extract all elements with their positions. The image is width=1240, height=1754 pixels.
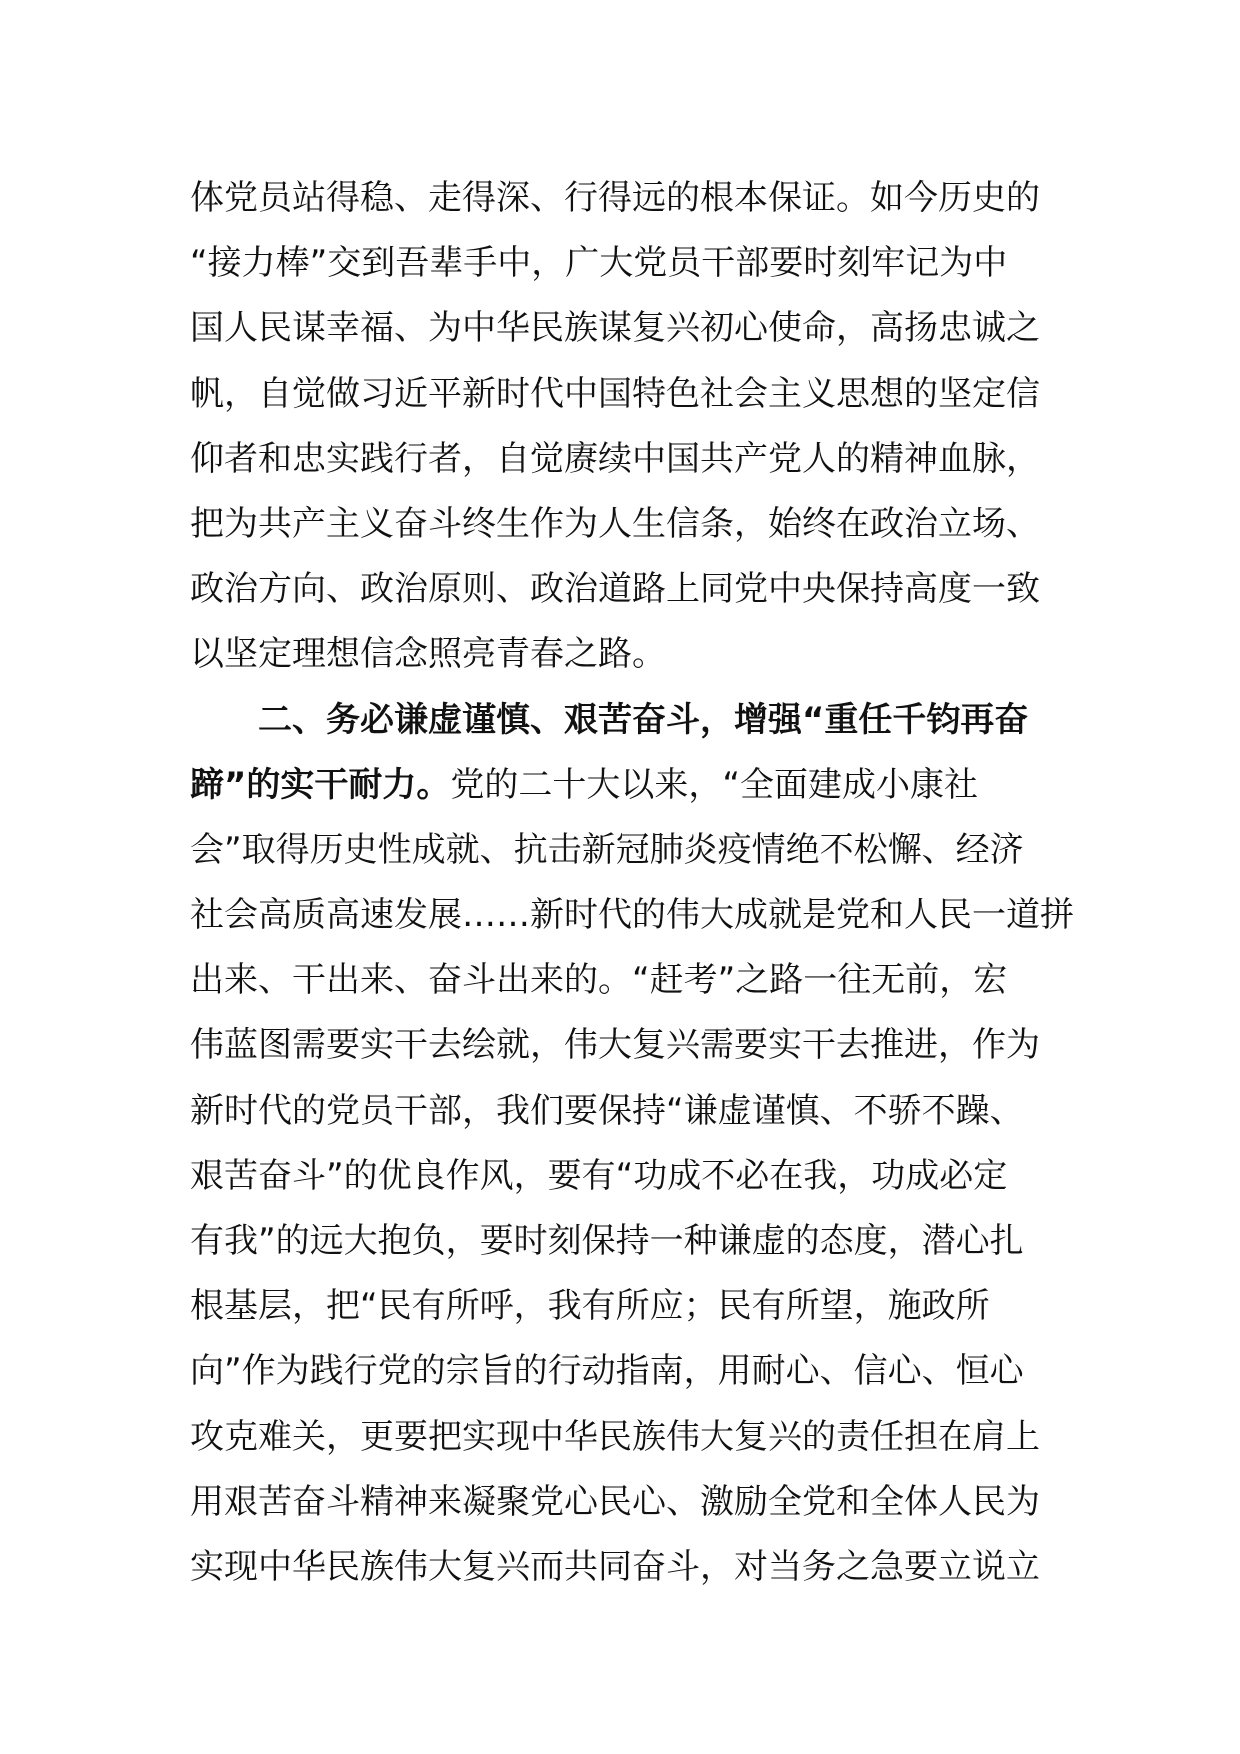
section-heading: 二、务必谦虚谨慎、艰苦奋斗，增强“重任千钧再奋 <box>258 699 1029 740</box>
text-line-rest: 党的二十大以来，“全面建成小康社 <box>450 764 978 805</box>
text-line: 艰苦奋斗”的优良作风，要有“功成不必在我，功成必定 <box>190 1155 1008 1196</box>
paragraph-2 <box>190 688 1074 1601</box>
text-line: 政治方向、政治原则、政治道路上同党中央保持高度一致 <box>190 569 1040 610</box>
text-line: 社会高质高速发展……新时代的伟大成就是党和人民一道拼 <box>190 895 1074 936</box>
text-line: 体党员站得稳、走得深、行得远的根本保证。如今历史的 <box>190 178 1040 218</box>
text-line: 仰者和忠实践行者，自觉赓续中国共产党人的精神血脉， <box>190 438 1040 479</box>
text-line: 帆，自觉做习近平新时代中国特色社会主义思想的坚定信 <box>190 373 1040 414</box>
document-body <box>190 166 1074 1600</box>
paragraph-1 <box>190 166 1060 688</box>
text-line: 会”取得历史性成就、抗击新冠肺炎疫情绝不松懈、经济 <box>190 829 1024 870</box>
text-line: “接力棒”交到吾辈手中，广大党员干部要时刻牢记为中 <box>190 243 1008 284</box>
text-line: 实现中华民族伟大复兴而共同奋斗，对当务之急要立说立 <box>190 1546 1040 1587</box>
text-line: 出来、干出来、奋斗出来的。“赶考”之路一往无前，宏 <box>190 960 1008 1001</box>
text-line <box>190 753 1060 818</box>
text-line: 有我”的远大抱负，要时刻保持一种谦虚的态度，潜心扎 <box>190 1221 1024 1261</box>
text-line: 把为共产主义奋斗终生作为人生信条，始终在政治立场、 <box>190 503 1040 544</box>
text-line: 新时代的党员干部，我们要保持“谦虚谨慎、不骄不躁、 <box>190 1090 1024 1131</box>
text-line: 向”作为践行党的宗旨的行动指南，用耐心、信心、恒心 <box>190 1351 1024 1392</box>
text-line: 以坚定理想信念照亮青春之路。 <box>190 634 666 675</box>
text-line: 用艰苦奋斗精神来凝聚党心民心、激励全党和全体人民为 <box>190 1481 1040 1522</box>
text-line: 根基层，把“民有所呼，我有所应；民有所望，施政所 <box>190 1286 990 1327</box>
text-line: 攻克难关，更要把实现中华民族伟大复兴的责任担在肩上 <box>190 1416 1040 1457</box>
text-line: 伟蓝图需要实干去绘就，伟大复兴需要实干去推进，作为 <box>190 1025 1040 1066</box>
text-line: 国人民谋幸福、为中华民族谋复兴初心使命，高扬忠诚之 <box>190 308 1040 349</box>
section-heading-end: 蹄”的实干耐力。 <box>190 764 451 805</box>
